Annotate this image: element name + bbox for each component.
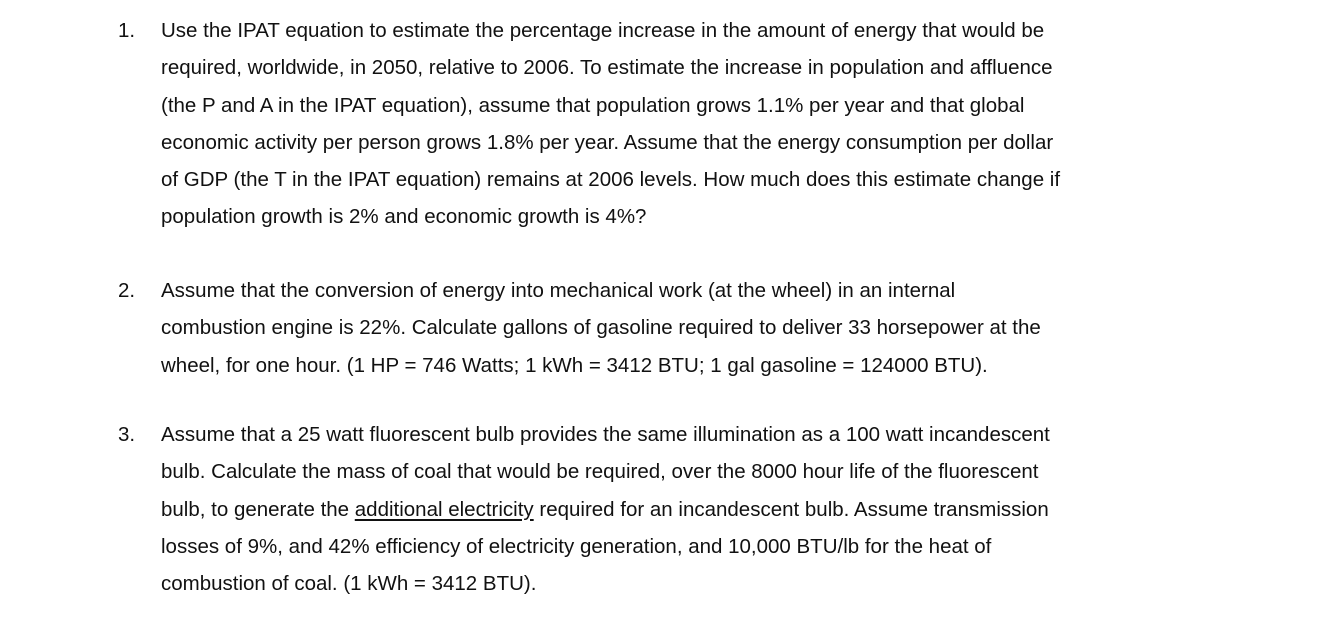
text-line: population growth is 2% and economic growth is 4%? (161, 205, 647, 229)
text-line: of GDP (the T in the IPAT equation) remains at 2006 levels. How much does this estimate change if (161, 168, 1061, 192)
question-text (161, 272, 1308, 384)
text-line: combustion engine is 22%. Calculate gallons of gasoline required to deliver 33 horsepower at the (161, 316, 1041, 340)
text-line: wheel, for one hour. (1 HP = 746 Watts; 1 kWh = 3412 BTU; 1 gal gasoline = 124000 BTU). (161, 353, 988, 377)
text-line: economic activity per person grows 1.8% per year. Assume that the energy consumption per dollar (161, 130, 1054, 154)
text-line: losses of 9%, and 42% efficiency of electricity generation, and 10,000 BTU/lb for the heat of (161, 534, 992, 558)
question-text (161, 416, 1308, 602)
text-line: Assume that a 25 watt fluorescent bulb provides the same illumination as a 100 watt incandescent (161, 423, 1050, 446)
text-segment: required for an incandescent bulb. Assume transmission (533, 497, 1049, 521)
text-line: required, worldwide, in 2050, relative to 2006. To estimate the increase in population and affluence (161, 56, 1053, 80)
text-line: (the P and A in the IPAT equation), assume that population grows 1.1% per year and that global (161, 93, 1025, 117)
question-text (161, 12, 1308, 236)
text-line: Assume that the conversion of energy into mechanical work (at the wheel) in an internal (161, 279, 956, 302)
question-number: 2. (118, 279, 136, 302)
text-line: bulb. Calculate the mass of coal that would be required, over the 8000 hour life of the fluorescent (161, 460, 1039, 484)
text-line (161, 491, 1308, 528)
text-line: combustion of coal. (1 kWh = 3412 BTU). (161, 572, 537, 596)
text-segment: bulb, to generate the (161, 497, 355, 521)
underlined-phrase: additional electricity (354, 497, 534, 521)
text-line: Use the IPAT equation to estimate the percentage increase in the amount of energy that would be (161, 19, 1045, 42)
question-number: 1. (118, 19, 136, 42)
question-number: 3. (118, 423, 136, 446)
